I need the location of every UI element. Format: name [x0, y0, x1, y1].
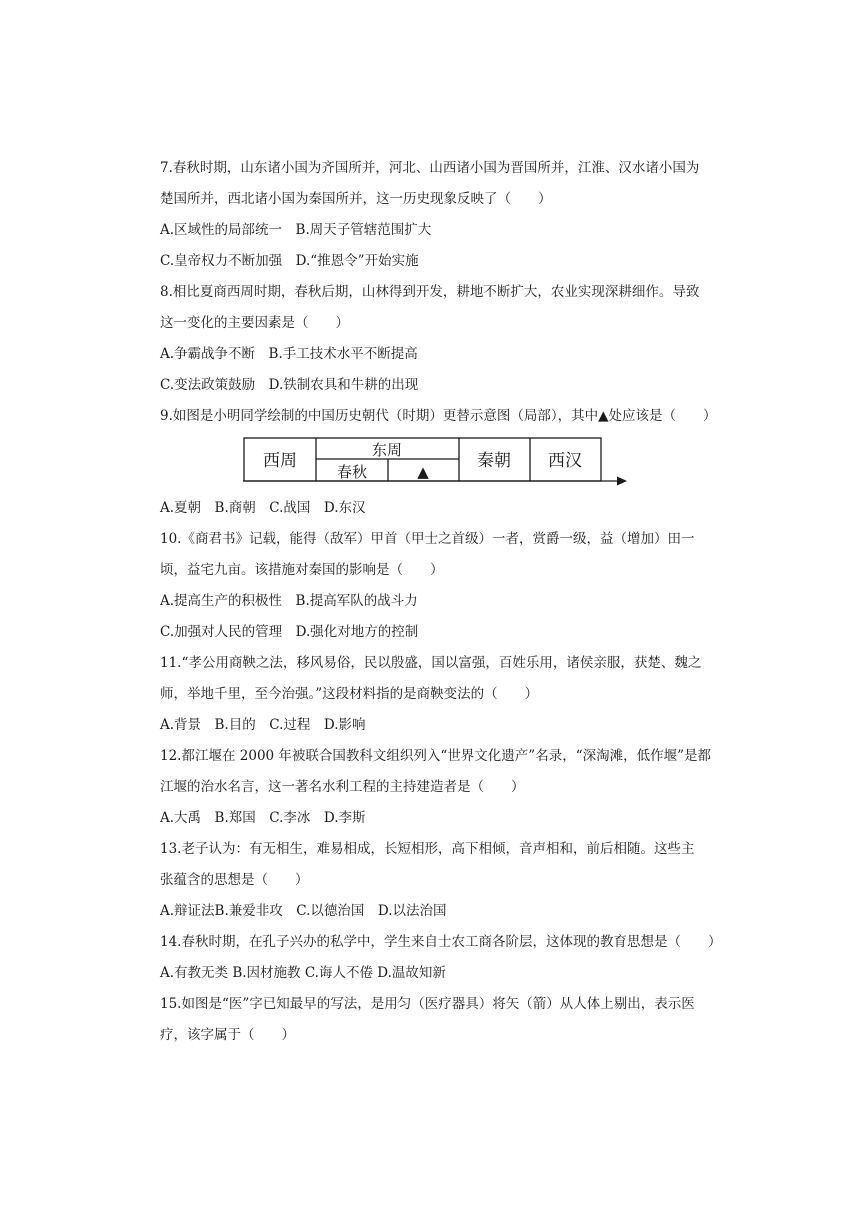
q11-stem-line2: 师，举地千里，至今治强。”这段材料指的是商鞅变法的（ ） — [160, 686, 539, 702]
blank-triangle-icon: ▲ — [417, 463, 429, 481]
q7-stem-line1: 7.春秋时期，山东诸小国为齐国所并，河北、山西诸小国为晋国所并，江淮、汉水诸小国为 — [160, 160, 700, 176]
q8-stem-line2: 这一变化的主要因素是（ ） — [160, 315, 349, 331]
period-xizhou: 西周 — [263, 451, 297, 471]
q9-options-line1: A.夏朝 B.商朝 C.战国 D.东汉 — [160, 500, 366, 516]
q13-options-line1: A.辩证法B.兼爱非攻 C.以德治国 D.以法治国 — [160, 903, 447, 919]
period-qin: 秦朝 — [477, 451, 511, 471]
q7-options-line2: C.皇帝权力不断加强 D.“推恩令”开始实施 — [160, 253, 419, 269]
q13-stem-line2: 张蕴含的思想是（ ） — [160, 872, 309, 888]
period-chunqiu: 春秋 — [336, 463, 368, 481]
q10-stem-line1: 10.《商君书》记载，能得（敌军）甲首（甲士之首级）一者，赏爵一级，益（增加）田一 — [160, 531, 695, 547]
q12-options-line1: A.大禹 B.郑国 C.李冰 D.李斯 — [160, 810, 366, 826]
q10-stem-line2: 顷，益宅九亩。该措施对秦国的影响是（ ） — [160, 562, 444, 578]
q11-stem-line1: 11.“孝公用商鞅之法，移风易俗，民以殷盛，国以富强，百姓乐用，诸侯亲服，获楚、魏之 — [160, 655, 702, 671]
q7-options-line1: A.区域性的局部统一 B.周天子管辖范围扩大 — [160, 222, 432, 238]
q14-options-line1: A.有教无类 B.因材施教 C.诲人不倦 D.温故知新 — [160, 965, 446, 981]
dynasty-timeline-diagram — [243, 437, 633, 489]
q9-stem-line1: 9.如图是小明同学绘制的中国历史朝代（时期）更替示意图（局部），其中▲处应该是（ ） — [160, 408, 717, 424]
q15-stem-line1: 15.如图是“医”字已知最早的写法，是用匀（医疗器具）将矢（箭）从人体上剔出，表示医 — [160, 996, 695, 1012]
q15-stem-line2: 疗，该字属于（ ） — [160, 1027, 295, 1043]
q8-options-line2: C.变法政策鼓励 D.铁制农具和牛耕的出现 — [160, 377, 419, 393]
q10-options-line2: C.加强对人民的管理 D.强化对地方的控制 — [160, 624, 419, 640]
arrow-head-icon — [617, 477, 627, 486]
q7-stem-line2: 楚国所并，西北诸小国为秦国所并，这一历史现象反映了（ ） — [160, 191, 552, 207]
q12-stem-line2: 江堰的治水名言，这一著名水利工程的主持建造者是（ ） — [160, 779, 525, 795]
period-xihan: 西汉 — [548, 451, 582, 471]
q14-stem-line1: 14.春秋时期，在孔子兴办的私学中，学生来自士农工商各阶层，这体现的教育思想是（ ） — [160, 934, 722, 950]
q8-options-line1: A.争霸战争不断 B.手工技术水平不断提高 — [160, 346, 418, 362]
q10-options-line1: A.提高生产的积极性 B.提高军队的战斗力 — [160, 593, 418, 609]
q13-stem-line1: 13.老子认为：有无相生，难易相成，长短相形，高下相倾，音声相和，前后相随。这些主 — [160, 841, 695, 857]
q11-options-line1: A.背景 B.目的 C.过程 D.影响 — [160, 717, 366, 733]
q12-stem-line1: 12.都江堰在 2000 年被联合国教科文组织列入“世界文化遗产”名录，“深淘滩，低作堰”是都 — [160, 748, 712, 764]
period-dongzhou: 东周 — [371, 441, 403, 459]
q8-stem-line1: 8.相比夏商西周时期，春秋后期，山林得到开发，耕地不断扩大，农业实现深耕细作。导致 — [160, 284, 700, 300]
